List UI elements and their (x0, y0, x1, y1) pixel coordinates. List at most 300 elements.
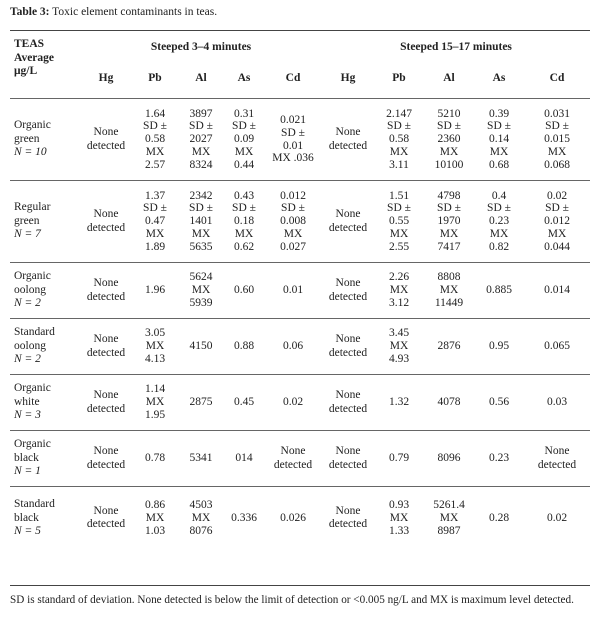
tea-name-line: Organic (14, 270, 51, 283)
value-line: 2875 (189, 396, 213, 409)
none-detected-text: detected (273, 458, 313, 471)
none-detected-text: detected (86, 290, 126, 303)
none-detected-text: None (335, 504, 361, 517)
value-line: MX (489, 145, 509, 158)
value-line: 5261.4 (433, 499, 465, 512)
sample-count: N = 1 (14, 465, 41, 478)
none-detected-text: None (93, 333, 119, 345)
tea-name-cell (10, 487, 80, 550)
value-cell (424, 181, 474, 263)
value-line: MX (145, 340, 165, 353)
teas-header (10, 34, 80, 99)
sample-count: N = 2 (14, 297, 41, 310)
value-line: 0.014 (544, 284, 570, 297)
value-line: MX (489, 227, 509, 240)
table-row (10, 375, 590, 431)
tea-name-line: Organic (14, 119, 51, 132)
value-line: 5341 (189, 452, 213, 465)
none-detected-text: None (93, 277, 119, 289)
value-line: MX (191, 511, 211, 524)
table-top-rule (10, 30, 590, 31)
tea-name-line: Standard (14, 498, 55, 510)
value-cell (524, 99, 590, 181)
value-line: 0.06 (282, 340, 304, 353)
value-cell (80, 319, 132, 375)
value-line: 4.13 (144, 352, 166, 365)
value-cell (474, 263, 524, 319)
value-line: 0.012 (544, 215, 570, 228)
value-cell (424, 375, 474, 431)
value-cell (474, 181, 524, 263)
value-line: 3.11 (389, 158, 409, 171)
value-cell (474, 487, 524, 550)
value-line: MX (191, 227, 211, 240)
sample-count: N = 7 (14, 228, 41, 241)
tea-name-cell (10, 319, 80, 375)
value-line: MX (389, 145, 409, 158)
none-detected-text: detected (328, 458, 368, 471)
value-line: 0.01 (282, 139, 304, 152)
value-line: 0.62 (233, 240, 255, 253)
value-line: 1.64 (144, 107, 166, 120)
none-detected-text: None (544, 445, 570, 457)
value-cell (374, 181, 424, 263)
value-line: SD ± (387, 120, 411, 133)
none-detected-text: detected (86, 402, 126, 415)
value-cell (132, 375, 178, 431)
value-line: 0.026 (280, 511, 306, 524)
value-line: SD ± (189, 202, 213, 215)
value-line: 1.89 (144, 240, 166, 253)
value-line: SD ± (281, 126, 305, 139)
value-line: 0.79 (388, 452, 410, 465)
value-cell (322, 181, 374, 263)
value-line: MX (547, 145, 567, 158)
tea-name-cell (10, 263, 80, 319)
value-cell (132, 99, 178, 181)
table-row (10, 487, 590, 550)
value-line: SD ± (189, 120, 213, 133)
value-line: 0.55 (388, 215, 410, 228)
none-detected-text: detected (86, 346, 126, 359)
value-cell (322, 431, 374, 487)
value-line: 1.96 (144, 284, 166, 297)
value-line: SD ± (545, 202, 569, 215)
column-header-pb-long: Pb (392, 71, 406, 84)
value-cell (474, 319, 524, 375)
value-cell (132, 263, 178, 319)
value-cell (132, 487, 178, 550)
value-line: 0.39 (488, 107, 510, 120)
value-line: 0.23 (488, 452, 510, 465)
value-cell (132, 181, 178, 263)
value-line: 0.86 (144, 499, 166, 512)
value-line: 4150 (189, 340, 213, 353)
value-line: 8324 (189, 158, 213, 171)
table-caption-text: Toxic element contaminants in teas. (49, 6, 218, 18)
value-cell (374, 487, 424, 550)
value-line: 0.336 (231, 511, 257, 524)
value-line: 0.4 (491, 189, 507, 202)
value-line: 1.03 (144, 524, 166, 537)
column-header-hg-long: Hg (340, 71, 356, 84)
value-cell (322, 319, 374, 375)
none-detected-text: None (335, 126, 361, 138)
value-line: MX (389, 511, 409, 524)
value-cell (374, 99, 424, 181)
teas-header-line1: TEAS (14, 38, 45, 50)
table-row (10, 431, 590, 487)
value-line: SD ± (437, 202, 461, 215)
value-cell (80, 99, 132, 181)
value-line: 5210 (437, 107, 461, 120)
value-line: 1970 (437, 215, 461, 228)
value-line: MX (145, 396, 165, 409)
value-cell (178, 263, 224, 319)
value-cell (374, 431, 424, 487)
value-line: 2027 (189, 133, 213, 146)
none-detected-text: detected (86, 221, 126, 234)
value-line: SD ± (545, 120, 569, 133)
sample-count: N = 10 (14, 146, 47, 159)
value-cell (322, 99, 374, 181)
value-cell (132, 319, 178, 375)
sample-count: N = 2 (14, 353, 41, 366)
value-cell (322, 263, 374, 319)
none-detected-text: detected (86, 139, 126, 152)
none-detected-text: detected (86, 518, 126, 531)
value-line: SD ± (143, 202, 167, 215)
value-cell (264, 375, 322, 431)
table-caption-label: Table 3: (10, 6, 50, 18)
value-line: SD ± (232, 202, 256, 215)
value-cell (322, 487, 374, 550)
none-detected-text: detected (328, 346, 368, 359)
value-line: 0.031 (544, 107, 570, 120)
value-line: 0.885 (486, 284, 512, 297)
tea-name-line: Organic (14, 438, 51, 451)
table-bottom-rule (10, 585, 590, 586)
value-cell (178, 487, 224, 550)
value-line: 0.008 (280, 215, 306, 228)
value-line: 0.14 (488, 133, 510, 146)
value-cell (424, 319, 474, 375)
value-line: 10100 (434, 158, 464, 171)
value-cell (224, 487, 264, 550)
tea-name-line: black (14, 451, 39, 464)
value-line: MX (439, 284, 459, 297)
value-line: SD ± (232, 120, 256, 133)
value-cell (264, 263, 322, 319)
value-line: MX (389, 340, 409, 353)
value-line: 0.44 (233, 158, 255, 171)
tea-name-line: black (14, 511, 39, 524)
value-cell (178, 375, 224, 431)
value-line: 0.45 (233, 396, 255, 409)
value-line: 4078 (437, 396, 461, 409)
value-cell (264, 181, 322, 263)
value-line: 0.044 (544, 240, 570, 253)
column-header-al-short: Al (195, 71, 207, 84)
none-detected-text: detected (328, 139, 368, 152)
value-line: MX (439, 227, 459, 240)
group-header-short-steep: Steeped 3–4 minutes (150, 40, 252, 53)
value-line: 0.012 (280, 189, 306, 202)
none-detected-text: None (335, 445, 361, 457)
table-row (10, 319, 590, 375)
value-line: 0.56 (488, 396, 510, 409)
value-cell (474, 99, 524, 181)
value-line: 0.47 (144, 215, 166, 228)
value-line: 0.95 (488, 340, 510, 353)
none-detected-text: None (93, 208, 119, 220)
header-group-row (10, 34, 590, 58)
value-cell (264, 431, 322, 487)
table-row (10, 263, 590, 319)
column-header-al-long: Al (443, 71, 455, 84)
sample-count: N = 5 (14, 525, 41, 537)
none-detected-text: None (335, 208, 361, 220)
value-line: MX (191, 145, 211, 158)
value-line: 0.02 (546, 511, 568, 524)
none-detected-text: detected (328, 290, 368, 303)
value-cell (424, 431, 474, 487)
value-line: 8808 (437, 271, 461, 284)
value-line: MX (145, 511, 165, 524)
tea-name-line: Organic (14, 382, 51, 395)
tea-name-line: Regular (14, 201, 51, 214)
value-line: 2360 (437, 133, 461, 146)
sample-count: N = 3 (14, 409, 41, 422)
none-detected-text: None (335, 333, 361, 345)
value-cell (524, 375, 590, 431)
value-line: MX (389, 227, 409, 240)
value-line: 0.88 (233, 340, 255, 353)
table-footnote: SD is standard of deviation. None detected is below the limit of detection or <0.005 ng/L and MX is maximum level detected. (10, 594, 574, 606)
value-line: 3.45 (388, 327, 410, 340)
value-line: 1.51 (388, 189, 410, 202)
value-cell (424, 487, 474, 550)
column-header-as-long: As (492, 71, 506, 84)
value-line: MX (439, 511, 459, 524)
value-line: 0.60 (233, 284, 255, 297)
tea-name-cell (10, 431, 80, 487)
none-detected-text: detected (86, 458, 126, 471)
tea-name-cell (10, 99, 80, 181)
value-line: MX (389, 284, 409, 297)
value-line: 014 (235, 452, 253, 465)
teas-header-line3: μg/L (14, 65, 38, 77)
value-cell (132, 431, 178, 487)
value-cell (264, 487, 322, 550)
value-line: 0.01 (282, 284, 304, 297)
table-caption (10, 4, 590, 20)
value-line: 0.18 (233, 215, 255, 228)
value-line: 5939 (189, 296, 213, 309)
tea-name-line: white (14, 395, 40, 408)
value-cell (224, 375, 264, 431)
value-line: MX (145, 145, 165, 158)
none-detected-text: None (93, 389, 119, 401)
value-line: 2.26 (388, 271, 410, 284)
value-cell (224, 431, 264, 487)
value-line: 3.05 (144, 327, 166, 340)
tea-name-line: Standard (14, 326, 55, 339)
tea-name-line: green (14, 214, 40, 227)
value-cell (80, 263, 132, 319)
value-line: 0.58 (144, 133, 166, 146)
value-line: 7417 (437, 240, 461, 253)
value-cell (264, 99, 322, 181)
value-cell (264, 319, 322, 375)
column-header-as-short: As (237, 71, 251, 84)
tea-name-line: oolong (14, 283, 46, 296)
column-header-cd-long: Cd (549, 71, 565, 84)
value-line: 0.09 (233, 133, 255, 146)
value-cell (374, 319, 424, 375)
none-detected-text: None (335, 277, 361, 289)
column-header-pb-short: Pb (148, 71, 162, 84)
value-line: 0.03 (546, 396, 568, 409)
value-line: 2876 (437, 340, 461, 353)
none-detected-text: None (280, 445, 306, 457)
value-line: 0.027 (280, 240, 306, 253)
value-line: SD ± (487, 120, 511, 133)
value-line: 0.78 (144, 452, 166, 465)
value-line: 0.065 (544, 340, 570, 353)
value-cell (178, 181, 224, 263)
teas-header-line2: Average (14, 51, 55, 64)
value-line: 3.12 (388, 296, 410, 309)
none-detected-text: None (93, 504, 119, 517)
value-cell (474, 431, 524, 487)
value-line: SD ± (281, 202, 305, 215)
value-line: 1.37 (144, 189, 166, 202)
value-line: 1.33 (388, 524, 410, 537)
value-line: 2342 (189, 189, 213, 202)
value-line: 2.57 (144, 158, 166, 171)
value-cell (224, 319, 264, 375)
value-line: 0.58 (388, 133, 410, 146)
table-row (10, 181, 590, 263)
value-line: 3897 (189, 107, 213, 120)
value-cell (374, 263, 424, 319)
tea-name-cell (10, 375, 80, 431)
value-line: SD ± (487, 202, 511, 215)
value-line: MX (191, 284, 211, 297)
column-header-cd-short: Cd (285, 71, 301, 84)
value-line: SD ± (387, 202, 411, 215)
value-cell (524, 319, 590, 375)
value-line: MX (234, 227, 254, 240)
value-cell (80, 181, 132, 263)
value-line: 5624 (189, 271, 213, 284)
value-line: MX (547, 227, 567, 240)
value-cell (474, 375, 524, 431)
value-cell (178, 431, 224, 487)
value-line: 1401 (189, 215, 213, 228)
value-line: 0.021 (280, 113, 306, 126)
value-line: 8076 (189, 524, 213, 537)
value-line: 0.068 (544, 158, 570, 171)
value-line: 0.015 (544, 133, 570, 146)
value-cell (424, 99, 474, 181)
value-line: 1.32 (388, 396, 410, 409)
none-detected-text: None (335, 389, 361, 401)
contaminants-table (10, 34, 590, 550)
value-cell (524, 487, 590, 550)
tea-name-cell (10, 181, 80, 263)
value-line: 0.23 (488, 215, 510, 228)
value-line: SD ± (143, 120, 167, 133)
value-cell (524, 181, 590, 263)
none-detected-text: detected (328, 402, 368, 415)
value-line: 2.55 (388, 240, 410, 253)
value-cell (224, 181, 264, 263)
value-line: 4798 (437, 189, 461, 202)
none-detected-text: detected (537, 458, 577, 471)
value-line: 0.02 (282, 396, 304, 409)
value-line: 0.28 (488, 511, 510, 524)
value-cell (524, 263, 590, 319)
value-cell (178, 319, 224, 375)
value-line: 0.31 (233, 107, 255, 120)
none-detected-text: detected (328, 221, 368, 234)
value-line: 4.93 (388, 352, 410, 365)
value-line: 1.14 (144, 383, 166, 396)
value-cell (80, 431, 132, 487)
none-detected-text: detected (328, 518, 368, 531)
table-row (10, 99, 590, 181)
value-cell (322, 375, 374, 431)
value-line: 1.95 (144, 408, 166, 421)
column-header-hg-short: Hg (98, 71, 114, 84)
value-line: 8096 (437, 452, 461, 465)
value-line: MX (283, 227, 303, 240)
value-line: 2.147 (386, 107, 412, 120)
value-line: MX .036 (272, 152, 314, 165)
value-line: 0.82 (488, 240, 510, 253)
group-header-long-steep: Steeped 15–17 minutes (400, 40, 512, 53)
value-line: SD ± (437, 120, 461, 133)
none-detected-text: None (93, 445, 119, 457)
value-line: 0.68 (488, 158, 510, 171)
value-line: MX (145, 227, 165, 240)
value-line: 5635 (189, 240, 213, 253)
value-cell (374, 375, 424, 431)
value-cell (224, 263, 264, 319)
value-line: MX (234, 145, 254, 158)
value-line: 0.02 (546, 189, 568, 202)
value-line: 11449 (434, 296, 464, 309)
value-line: 0.93 (388, 499, 410, 512)
table-body (10, 99, 590, 550)
value-line: 8987 (437, 524, 461, 537)
none-detected-text: None (93, 126, 119, 138)
value-cell (178, 99, 224, 181)
tea-name-line: green (14, 132, 40, 145)
value-cell (80, 487, 132, 550)
value-line: 4503 (189, 499, 213, 512)
value-cell (224, 99, 264, 181)
value-line: MX (439, 145, 459, 158)
value-cell (524, 431, 590, 487)
tea-name-line: oolong (14, 339, 46, 352)
header-column-row (10, 58, 590, 99)
value-cell (80, 375, 132, 431)
value-line: 0.43 (233, 189, 255, 202)
value-cell (424, 263, 474, 319)
